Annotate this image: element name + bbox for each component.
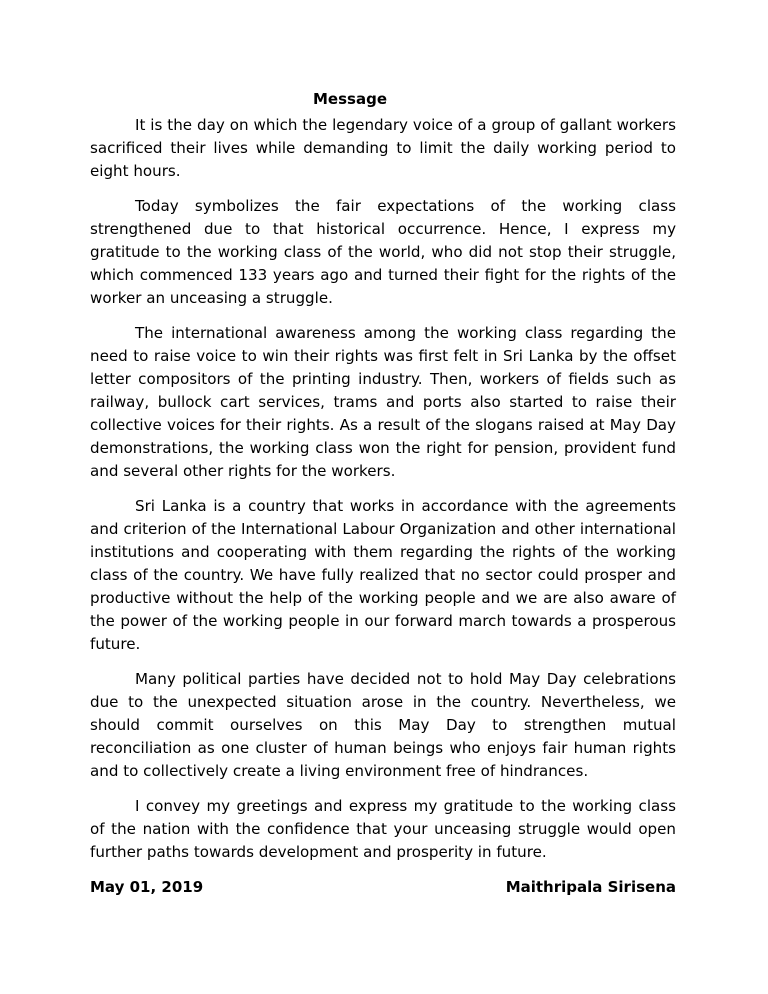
paragraph-6: I convey my greetings and express my gratitude to the working class of the nation with the confidence that your unceasing struggle would open further paths towards development and prosperity in future. xyxy=(90,797,676,861)
paragraph-3: The international awareness among the working class regarding the need to raise voice to win their rights was first felt in Sri Lanka by the offset letter compositors of the printing industry. Then, workers of fields such as railway, bullock cart services, trams and ports also started to raise their collective voices for their rights. As a result of the slogans raised at May Day demonstrations, the working class won the right for pension, provident fund and several other rights for the workers. xyxy=(90,324,676,480)
signatory-name: Maithripala Sirisena xyxy=(505,878,676,896)
message-document xyxy=(90,88,676,898)
paragraph-1: It is the day on which the legendary voice of a group of gallant workers sacrificed their lives while demanding to limit the daily working period to eight hours. xyxy=(90,116,676,180)
paragraph-2: Today symbolizes the fair expectations of the working class strengthened due to that historical occurrence. Hence, I express my gratitude to the working class of the world, who did not stop their struggle, which commenced 133 years ago and turned their fight for the rights of the worker an unceasing a struggle. xyxy=(90,197,676,307)
document-footer xyxy=(90,876,676,898)
document-title: Message xyxy=(313,90,387,108)
paragraph-4: Sri Lanka is a country that works in accordance with the agreements and criterion of the International Labour Organization and other international institutions and cooperating with them regarding the rights of the working class of the country. We have fully realized that no sector could prosper and productive without the help of the working people and we are also aware of the power of the working people in our forward march towards a prosperous future. xyxy=(90,497,676,653)
paragraph-5: Many political parties have decided not to hold May Day celebrations due to the unexpected situation arose in the country. Nevertheless, we should commit ourselves on this May Day to strengthen mutual reconciliation as one cluster of human beings who enjoys fair human rights and to collectively create a living environment free of hindrances. xyxy=(90,670,676,780)
document-date: May 01, 2019 xyxy=(90,878,204,896)
